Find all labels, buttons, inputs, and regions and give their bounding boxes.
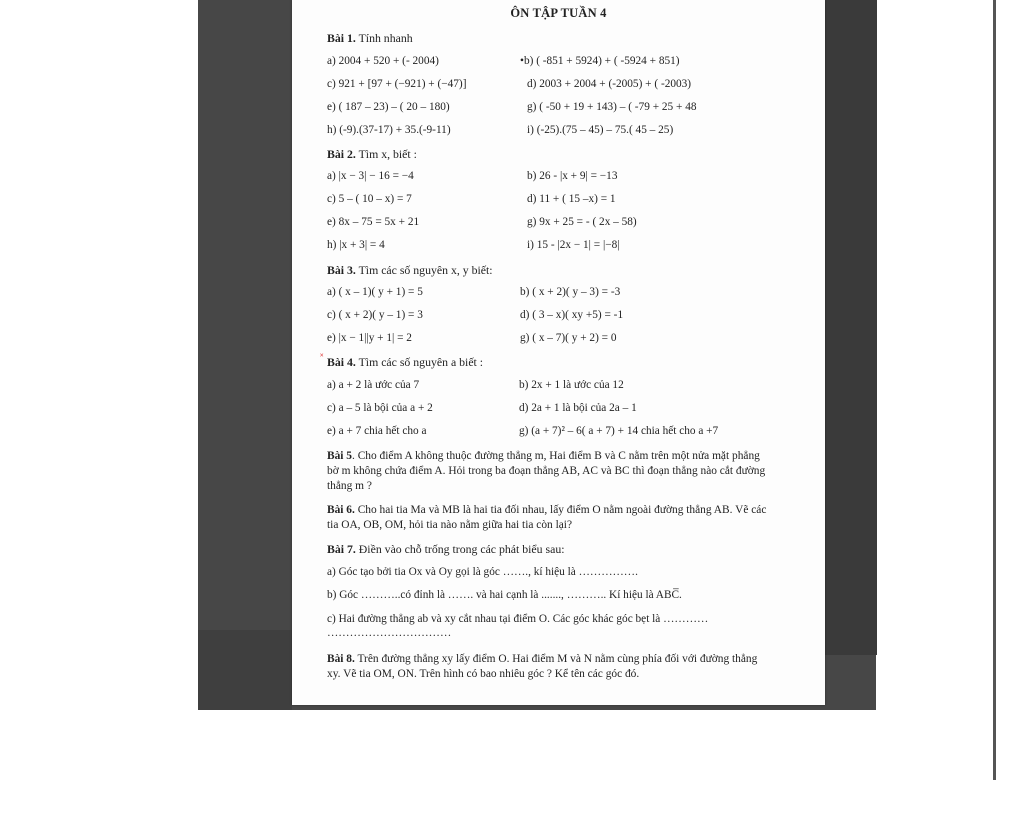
exercise-text: . Cho điểm A không thuộc đường thẳng m, Hai điểm B và C nằm trên một nửa mặt phẳng bờ m không chứa điểm A. Hỏi trong ba đoạn thẳng AB, AC và BC thì đoạn thẳng nào cắt đường thẳng m ?	[327, 450, 766, 492]
page-title: ÔN TẬP TUẦN 4	[510, 6, 607, 20]
ex4-d: d) 2a + 1 là bội của 2a – 1	[519, 402, 637, 414]
exercise-4-heading	[327, 355, 483, 370]
scrollbar-track[interactable]	[825, 0, 877, 655]
ex7-c-continued: ……………………………	[327, 627, 452, 639]
exercise-6	[327, 503, 767, 533]
exercise-label: Bài 1.	[327, 31, 356, 45]
exercise-label: Bài 4.	[327, 355, 356, 369]
ex2-a: a) |x − 3| − 16 = −4	[327, 170, 414, 182]
ex1-b: •b) ( -851 + 5924) + ( -5924 + 851)	[520, 55, 680, 67]
window-edge	[993, 0, 996, 780]
document-page	[292, 0, 825, 705]
ex2-d: d) 11 + ( 15 –x) = 1	[527, 193, 616, 205]
ex1-e: e) ( 187 – 23) – ( 20 – 180)	[327, 101, 450, 113]
exercise-5	[327, 449, 767, 494]
ex7-c: c) Hai đường thẳng ab và xy cắt nhau tại điểm O. Các góc khác góc bẹt là …………	[327, 613, 709, 625]
ex1-c: c) 921 + [97 + (−921) + (−47)]	[327, 78, 467, 90]
exercise-text: Tìm x, biết :	[355, 147, 417, 161]
ex2-h: h) |x + 3| = 4	[327, 239, 385, 251]
exercise-3-heading	[327, 263, 493, 278]
ex1-i: i) (-25).(75 – 45) – 75.( 45 – 25)	[527, 124, 674, 136]
ex1-g: g) ( -50 + 19 + 143) – ( -79 + 25 + 48	[527, 101, 697, 113]
ex3-g: g) ( x – 7)( y + 2) = 0	[520, 332, 617, 344]
exercise-text: Điền vào chỗ trống trong các phát biểu sau:	[355, 542, 565, 556]
ex2-g: g) 9x + 25 = - ( 2x – 58)	[527, 216, 637, 228]
ex2-b: b) 26 - |x + 9| = −13	[527, 170, 618, 182]
exercise-label: Bài 3.	[327, 263, 356, 277]
exercise-text: Cho hai tia Ma và MB là hai tia đối nhau, lấy điểm O nằm ngoài đường thẳng AB. Vẽ các tia OA, OB, OM, hỏi tia nào nằm giữa hai tia còn lại?	[327, 504, 767, 531]
exercise-label: Bài 6.	[327, 504, 355, 516]
ex3-d: d) ( 3 – x)( xy +5) = -1	[520, 309, 624, 321]
exercise-1-heading	[327, 31, 413, 46]
ex3-c: c) ( x + 2)( y – 1) = 3	[327, 309, 423, 321]
ex3-b: b) ( x + 2)( y – 3) = -3	[520, 286, 621, 298]
ex2-c: c) 5 – ( 10 – x) = 7	[327, 193, 412, 205]
ex2-i: i) 15 - |2x − 1| = |−8|	[527, 239, 620, 251]
exercise-7-heading	[327, 542, 565, 557]
annotation-mark: ˟	[320, 352, 324, 362]
exercise-text: Tính nhanh	[355, 31, 413, 45]
exercise-text: Tìm các số nguyên a biết :	[355, 355, 484, 369]
ex3-e: e) |x − 1||y + 1| = 2	[327, 332, 412, 344]
ex2-e: e) 8x – 75 = 5x + 21	[327, 216, 420, 228]
exercise-label: Bài 7.	[327, 542, 356, 556]
viewer-shadow	[198, 630, 292, 710]
exercise-label: Bài 2.	[327, 147, 356, 161]
ex1-h: h) (-9).(37-17) + 35.(-9-11)	[327, 124, 451, 136]
ex4-b: b) 2x + 1 là ước của 12	[519, 379, 624, 391]
ex1-d: d) 2003 + 2004 + (-2005) + ( -2003)	[527, 78, 692, 90]
exercise-2-heading	[327, 147, 417, 162]
exercise-label: Bài 8.	[327, 653, 355, 665]
ex4-g: g) (a + 7)² – 6( a + 7) + 14 chia hết cho a +7	[519, 425, 719, 437]
ex3-a: a) ( x – 1)( y + 1) = 5	[327, 286, 423, 298]
ex4-c: c) a – 5 là bội của a + 2	[327, 402, 433, 414]
ex7-a: a) Góc tạo bởi tia Ox và Oy gọi là góc ……., kí hiệu là …………….	[327, 566, 638, 578]
ex4-e: e) a + 7 chia hết cho a	[327, 425, 427, 437]
ex1-a: a) 2004 + 520 + (- 2004)	[327, 55, 439, 67]
ex4-a: a) a + 2 là ước của 7	[327, 379, 420, 391]
exercise-text: Tìm các số nguyên x, y biết:	[355, 263, 493, 277]
exercise-8	[327, 652, 767, 682]
ex7-b: b) Góc ………..có đỉnh là ……. và hai cạnh là ......., ……….. Kí hiệu là ABC̅.	[327, 589, 682, 601]
exercise-text: Trên đường thẳng xy lấy điểm O. Hai điểm M và N nằm cùng phía đối với đường thẳng xy. Vẽ tia OM, ON. Trên hình có bao nhiêu góc ? Kể tên các góc đó.	[327, 653, 758, 680]
exercise-label: Bài 5	[327, 450, 353, 462]
